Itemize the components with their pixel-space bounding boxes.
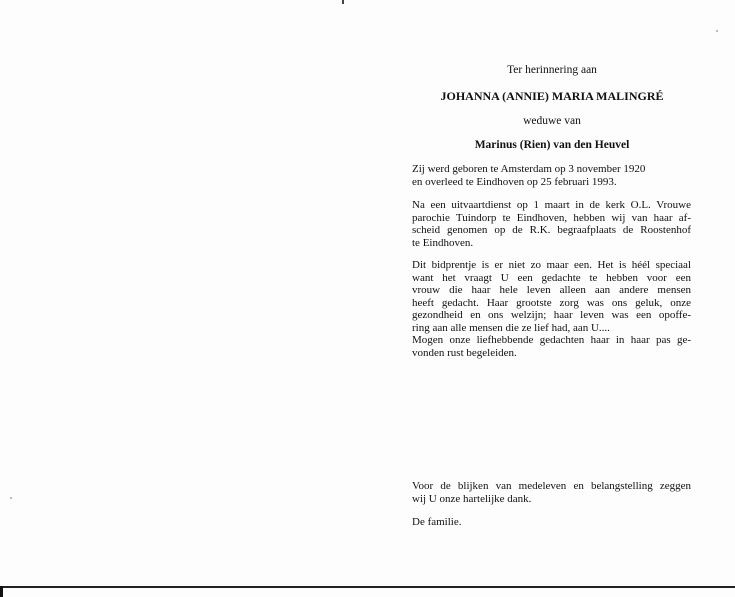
- relation-text: weduwe van: [523, 115, 581, 127]
- scan-speck: [716, 30, 718, 32]
- page-edge-line: [0, 586, 735, 588]
- text-line: heeft gedacht. Haar grootste zorg was ons geluk, onze: [412, 296, 691, 309]
- fold-mark: [342, 0, 344, 4]
- text-line: wij U onze hartelijke dank.: [412, 492, 532, 505]
- text-line: ring aan alle mensen die ze lief had, aan U....: [412, 321, 610, 334]
- tribute-paragraph: [412, 259, 691, 359]
- text-line: Dit bidprentje is er niet zo maar een. Het is héél speciaal: [412, 259, 691, 271]
- page-edge-tick: [0, 586, 3, 597]
- text-line: gezondheid en ons welzijn; haar leven was een opoffe-: [412, 309, 691, 321]
- text-line: vonden rust begeleiden.: [412, 346, 517, 359]
- signature: De familie.: [412, 516, 462, 528]
- intro-text: Ter herinnering aan: [507, 64, 597, 76]
- text-line: vrouw die haar hele leven alleen aan andere mensen: [412, 284, 691, 296]
- text-line: parochie Tuindorp te Eindhoven, hebben wij van haar af-: [412, 211, 691, 224]
- text-line: Zij werd geboren te Amsterdam op 3 november 1920: [412, 163, 646, 175]
- birth-death-paragraph: [412, 163, 691, 188]
- scan-speck: [10, 497, 12, 499]
- thanks-paragraph: [412, 480, 691, 505]
- text-line: Voor de blijken van medeleven en belangstelling zeggen: [412, 480, 691, 492]
- text-line: Na een uitvaartdienst op 1 maart in de kerk O.L. Vrouwe: [412, 199, 691, 211]
- text-line: Mogen onze liefhebbende gedachten haar in haar pas ge-: [412, 334, 691, 346]
- text-line: te Eindhoven.: [412, 236, 474, 249]
- text-line: en overleed te Eindhoven op 25 februari 1993.: [412, 175, 617, 188]
- spouse-name: Marinus (Rien) van den Heuvel: [474, 139, 630, 151]
- text-line: scheid genomen op de R.K. begraafplaats de Roostenhof: [412, 224, 691, 236]
- deceased-name: JOHANNA (ANNIE) MARIA MALINGRÉ: [440, 89, 664, 103]
- text-line: want het vraagt U een gedachte te hebben voor een: [412, 271, 691, 284]
- funeral-paragraph: [412, 199, 691, 249]
